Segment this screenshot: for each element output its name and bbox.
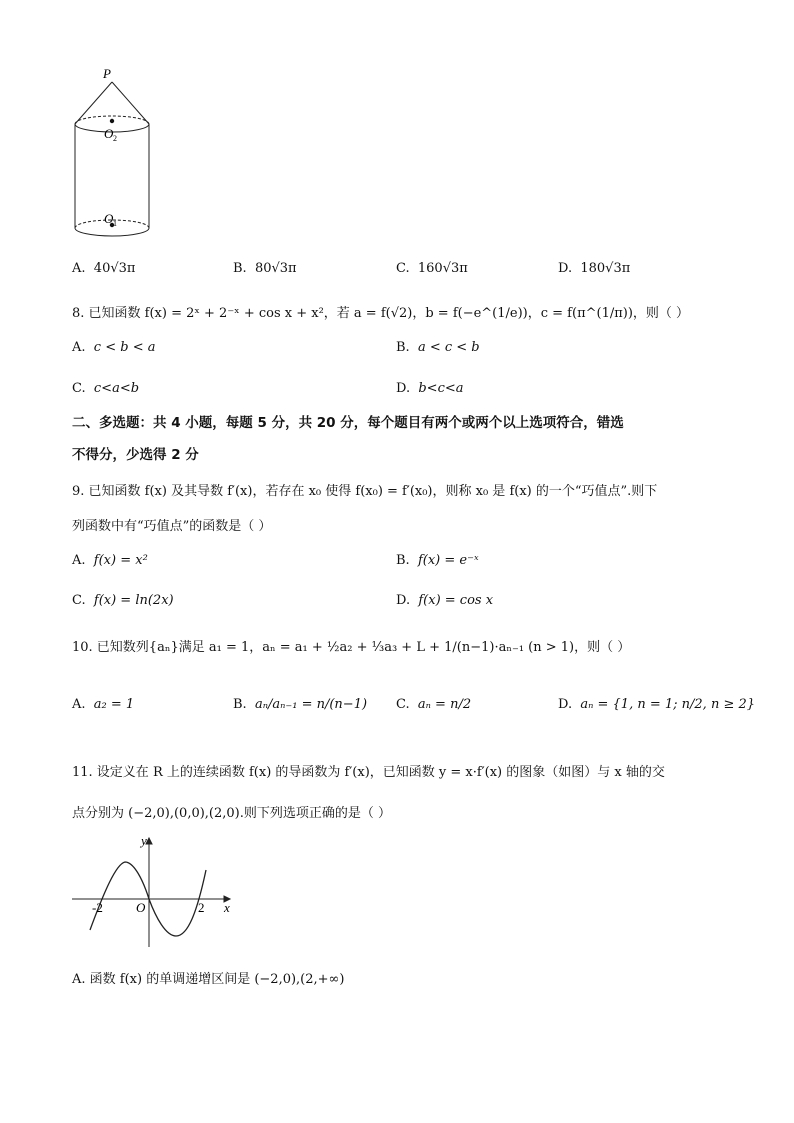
function-graph-figure (70, 832, 240, 952)
q10-option-c: C. aₙ = n/2 (396, 697, 472, 712)
q10-option-d: D. aₙ = {1, n = 1; n/2, n ≥ 2} (558, 697, 756, 712)
q8-option-d: D. b<c<a (396, 381, 464, 396)
cone-cylinder-figure (60, 62, 170, 247)
q8-option-b: B. a < c < b (396, 340, 480, 355)
option-value: 160√3π (417, 261, 468, 276)
top-center-dot (110, 119, 114, 123)
q7-option-c (396, 261, 468, 276)
q11-stem-line1: 11. 设定义在 R 上的连续函数 f(x) 的导函数为 f′(x)，已知函数 y = x·f′(x) 的图象（如图）与 x 轴的交 (72, 765, 665, 780)
top-center-label: O (104, 126, 114, 141)
section-heading-line2: 不得分，少选得 2 分 (72, 447, 199, 463)
tick-label-2: 2 (198, 900, 205, 915)
q9-stem-line1: 9. 已知函数 f(x) 及其导数 f′(x)，若存在 x₀ 使得 f(x₀) = f′(x₀)，则称 x₀ 是 f(x) 的一个“巧值点”.则下 (72, 484, 658, 499)
q9-stem-line2: 列函数中有“巧值点”的函数是（ ） (72, 519, 272, 534)
option-value: 40√3π (93, 261, 136, 276)
q11-option-a: A. 函数 f(x) 的单调递增区间是 (−2,0),(2,+∞) (72, 972, 345, 987)
y-axis-label: y (141, 833, 147, 848)
tick-label-neg2: -2 (92, 900, 103, 915)
y-axis-arrow (146, 838, 152, 844)
bottom-center-label: O (104, 211, 114, 226)
q10-option-b: B. aₙ/aₙ₋₁ = n/(n−1) (233, 697, 368, 712)
q9-option-c: C. f(x) = ln(2x) (72, 593, 174, 608)
q9-option-a: A. f(x) = x² (72, 553, 148, 568)
option-letter: C. (396, 261, 410, 276)
x-axis-label: x (224, 900, 230, 915)
top-center-subscript: 2 (113, 134, 117, 143)
option-letter: A. (72, 261, 86, 276)
q11-stem-line2: 点分别为 (−2,0),(0,0),(2,0).则下列选项正确的是（ ） (72, 806, 392, 821)
apex-label: P (103, 66, 111, 81)
q10-stem: 10. 已知数列{aₙ}满足 a₁ = 1，aₙ = a₁ + ½a₂ + ⅓a₃ + L + 1/(n−1)·aₙ₋₁ (n > 1)，则（ ） (72, 640, 631, 655)
bottom-center-subscript: 1 (113, 219, 117, 228)
q9-option-b: B. f(x) = e⁻ˣ (396, 553, 479, 568)
option-value: 180√3π (580, 261, 631, 276)
q7-option-a (72, 261, 135, 276)
q9-option-d: D. f(x) = cos x (396, 593, 494, 608)
section-heading-line1: 二、多选题：共 4 小题，每题 5 分，共 20 分，每个题目有两个或两个以上选项符合，错选 (72, 415, 624, 431)
option-letter: D. (558, 261, 573, 276)
q8-option-a: A. c < b < a (72, 340, 156, 355)
q7-option-d (558, 261, 630, 276)
q8-stem: 8. 已知函数 f(x) = 2ˣ + 2⁻ˣ + cos x + x²，若 a = f(√2)，b = f(−e^(1/e))，c = f(π^(1/π))，则（ ） (72, 306, 690, 321)
option-letter: B. (233, 261, 247, 276)
q10-option-a: A. a₂ = 1 (72, 697, 135, 712)
q7-option-b (233, 261, 297, 276)
origin-label: O (136, 900, 146, 915)
option-value: 80√3π (254, 261, 297, 276)
q8-option-c: C. c<a<b (72, 381, 140, 396)
